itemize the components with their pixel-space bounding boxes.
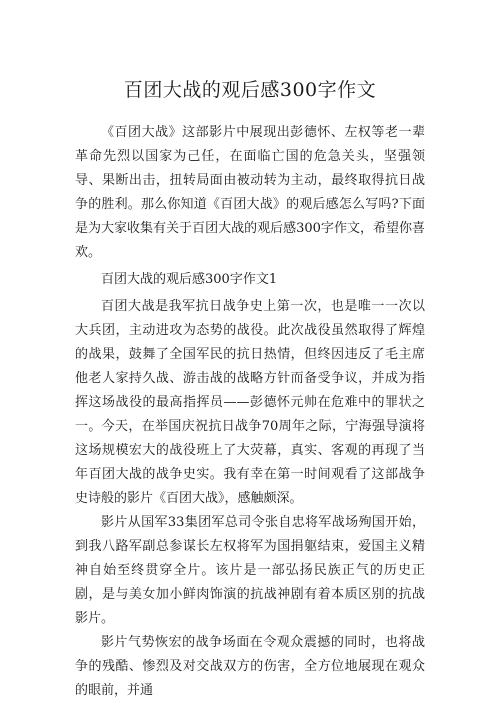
body-paragraph: 百团大战是我军抗日战争史上第一次，也是唯一一次以大兵团，主动进攻为态势的战役。此次战役虽然取得了辉煌的战果，鼓舞了全国军民的抗日热情，但终因违反了毛主席他老人家持久战、游击战的战略方针而备受争议，并成为指挥这场战役的最高指挥员——彭德怀元帅在危难中的罪状之一。今天，在举国庆祝抗日战争70周年之际，宁海强导演将这场规模宏大的战役班上了大荧幕，真实、客观的再现了当年百团大战的战争史实。我有幸在第一时间观看了这部战争史诗般的影片《百团大战》，感触颇深。	[75, 299, 425, 506]
section-heading: 百团大战的观后感300字作文1	[101, 272, 278, 287]
body-paragraph: 影片从国军33集团军总司令张自忠将军战场殉国开始，到我八路军副总参谋长左权将军为国捐躯结束，爱国主义精神自始至终贯穿全片。该片是一部弘扬民族正气的历史正剧，是与美女加小鲜肉饰演的抗战神剧有着本质区别的抗战影片。	[75, 515, 425, 626]
document-title: 百团大战的观后感300字作文	[123, 79, 377, 101]
document-body	[75, 121, 425, 703]
body-paragraph: 影片气势恢宏的战争场面在令观众震撼的同时，也将战争的残酷、惨烈及对交战双方的伤害，全方位地展现在观众的眼前，并通	[75, 635, 425, 698]
intro-paragraph: 《百团大战》这部影片中展现出彭德怀、左权等老一辈革命先烈以国家为己任，在面临亡国的危急关头，坚强领导、果断出击，扭转局面由被动转为主动，最终取得抗日战争的胜利。那么你知道《百团大战》的观后感怎么写吗?下面是为大家收集有关于百团大战的观后感300字作文，希望你喜欢。	[75, 125, 425, 260]
